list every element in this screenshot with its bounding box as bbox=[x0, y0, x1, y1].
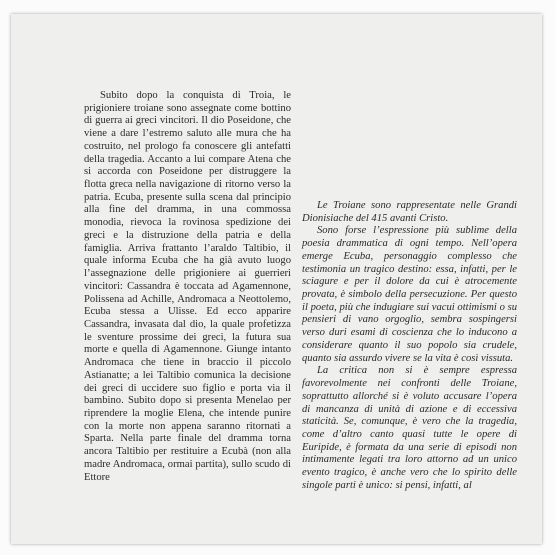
commentary-paragraph-2: Sono forse l’espressione più sublime della poesia drammatica di ogni tempo. Nell’opera emerge Ecuba, personaggio complesso che testimonia un tragico destino: essa, infatti, per le sciagure e per il dolore da cui è atrocemente provata, è simbolo della persecuzione. Per questo il poeta, più che indugiare sui vacui ottimismi o su pensieri di vano orgoglio, sembra sospingersi verso duri esami di coscienza che lo inducono a considerare quanto il suo popolo sia crudele, quanto sia assurdo vivere se la vita è così vissuta. bbox=[302, 225, 517, 364]
commentary-column bbox=[302, 200, 517, 493]
plot-summary-paragraph: Subito dopo la conquista di Troia, le prigioniere troiane sono assegnate come bottino di guerra ai greci vincitori. Il dio Poseidone, che viene a dare l’estremo saluto alle mura che ha costruito, nel prologo fa conoscere gli antefatti della tragedia. Accanto a lui compare Atena che si accorda con Poseidone per distruggere la flotta greca nella navigazione di ritorno verso la patria. Ecuba, presente sulla scena dal principio alla fine del dramma, in una commossa monodia, rievoca la rovinosa spedizione dei greci e la distruzione della patria e della famiglia. Arriva frattanto l’araldo Taltibio, il quale informa Ecuba che ha già avuto luogo l’assegnazione delle prigioniere ai guerrieri vincitori: Cassandra è toccata ad Agamennone, Polissena ad Achille, Andromaca a Neottolemo, Ecuba stessa a Ulisse. Ed ecco apparire Cassandra, invasata dal dio, la quale profetizza le sventure prossime dei greci, la futura sua morte e quella di Agamennone. Giunge intanto Andromaca che tiene in braccio il piccolo Astianatte; a lei Taltibio comunica la decisione dei greci di uccidere suo figlio e porta via il bambino. Subito dopo si presenta Menelao per riprendere la moglie Elena, che intende punire con la morte non appena saranno ritornati a Sparta. Nella parte finale del dramma torna ancora Taltibio per restituire a Ecubà (non alla madre Andromaca, ormai partita), sullo scudo di Ettore bbox=[84, 90, 291, 483]
commentary-paragraph-1: Le Troiane sono rappresentate nelle Grandi Dionisiache del 415 avanti Cristo. bbox=[302, 200, 517, 224]
book-page bbox=[11, 14, 542, 544]
plot-summary-column bbox=[84, 90, 291, 484]
commentary-paragraph-3: La critica non si è sempre espressa favorevolmente nei confronti delle Troiane, soprattutto allorché si è voluto accusare l’opera di mancanza di unità di azione e di eccessiva staticità. Se, comunque, è vero che la tragedia, come d’altro canto quasi tutte le opere di Euripide, è formata da una serie di episodi non intimamente legati tra loro attorno ad un unico evento tragico, è anche vero che lo spirito delle singole parti è unico: si pensi, infatti, al bbox=[302, 365, 517, 491]
